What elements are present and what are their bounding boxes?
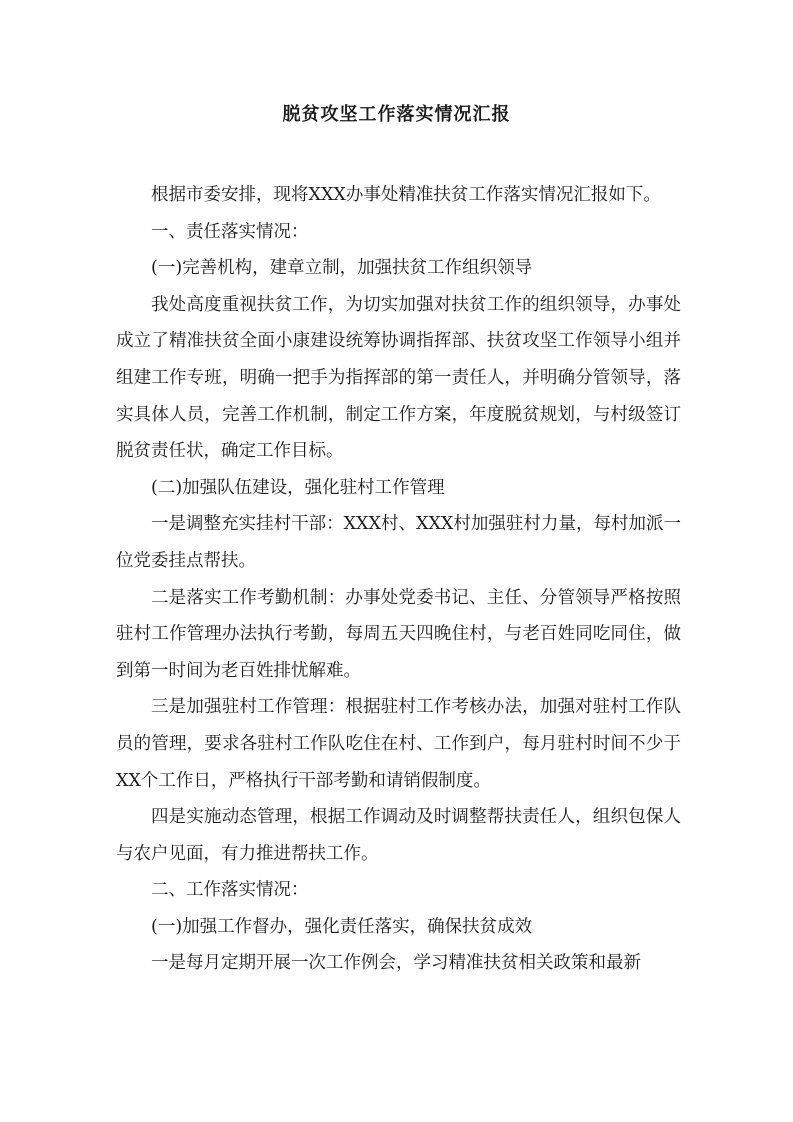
subsection-heading-supervision: (一)加强工作督办，强化责任落实，确保扶贫成效 <box>151 916 533 937</box>
subsection-heading-organization: (一)完善机构，建章立制，加强扶贫工作组织领导 <box>151 258 533 279</box>
section-heading-responsibility: 一、责任落实情况： <box>151 221 309 242</box>
intro-paragraph: 根据市委安排，现将XXX办事处精准扶贫工作落实情况汇报如下。 <box>151 185 661 205</box>
document-title: 脱贫攻坚工作落实情况汇报 <box>282 104 511 125</box>
paragraph-point-three: 三是加强驻村工作管理：根据驻村工作考核办法，加强对驻村工作队员的管理，要求各驻村工作队吃住在村、工作到户，每月驻村时间不少于XX个工作日，严格执行干部考勤和请销假制度。 <box>116 697 681 791</box>
paragraph-organization: 我处高度重视扶贫工作，为切实加强对扶贫工作的组织领导，办事处成立了精准扶贫全面小康建设统筹协调指挥部、扶贫攻坚工作领导小组并组建工作专班，明确一把手为指挥部的第一责任人，并明确分管领导，落实具体人员，完善工作机制，制定工作方案，年度脱贫规划，与村级签订脱贫责任状，确定工作目标。 <box>116 294 681 462</box>
paragraph-point-two: 二是落实工作考勤机制：办事处党委书记、主任、分管领导严格按照驻村工作管理办法执行考勤，每周五天四晚住村，与老百姓同吃同住，做到第一时间为老百姓排忧解难。 <box>116 587 681 681</box>
subsection-heading-team: (二)加强队伍建设，强化驻村工作管理 <box>151 477 445 498</box>
paragraph-point-one: 一是调整充实挂村干部：XXX村、XXX村加强驻村力量，每村加派一位党委挂点帮扶。 <box>116 514 681 571</box>
section-heading-work: 二、工作落实情况： <box>151 880 309 901</box>
paragraph-point-four: 四是实施动态管理，根据工作调动及时调整帮扶责任人，组织包保人与农户见面，有力推进帮扶工作。 <box>116 807 681 864</box>
paragraph-monthly-meeting: 一是每月定期开展一次工作例会，学习精准扶贫相关政策和最新 <box>151 953 641 974</box>
document-body <box>116 177 681 982</box>
